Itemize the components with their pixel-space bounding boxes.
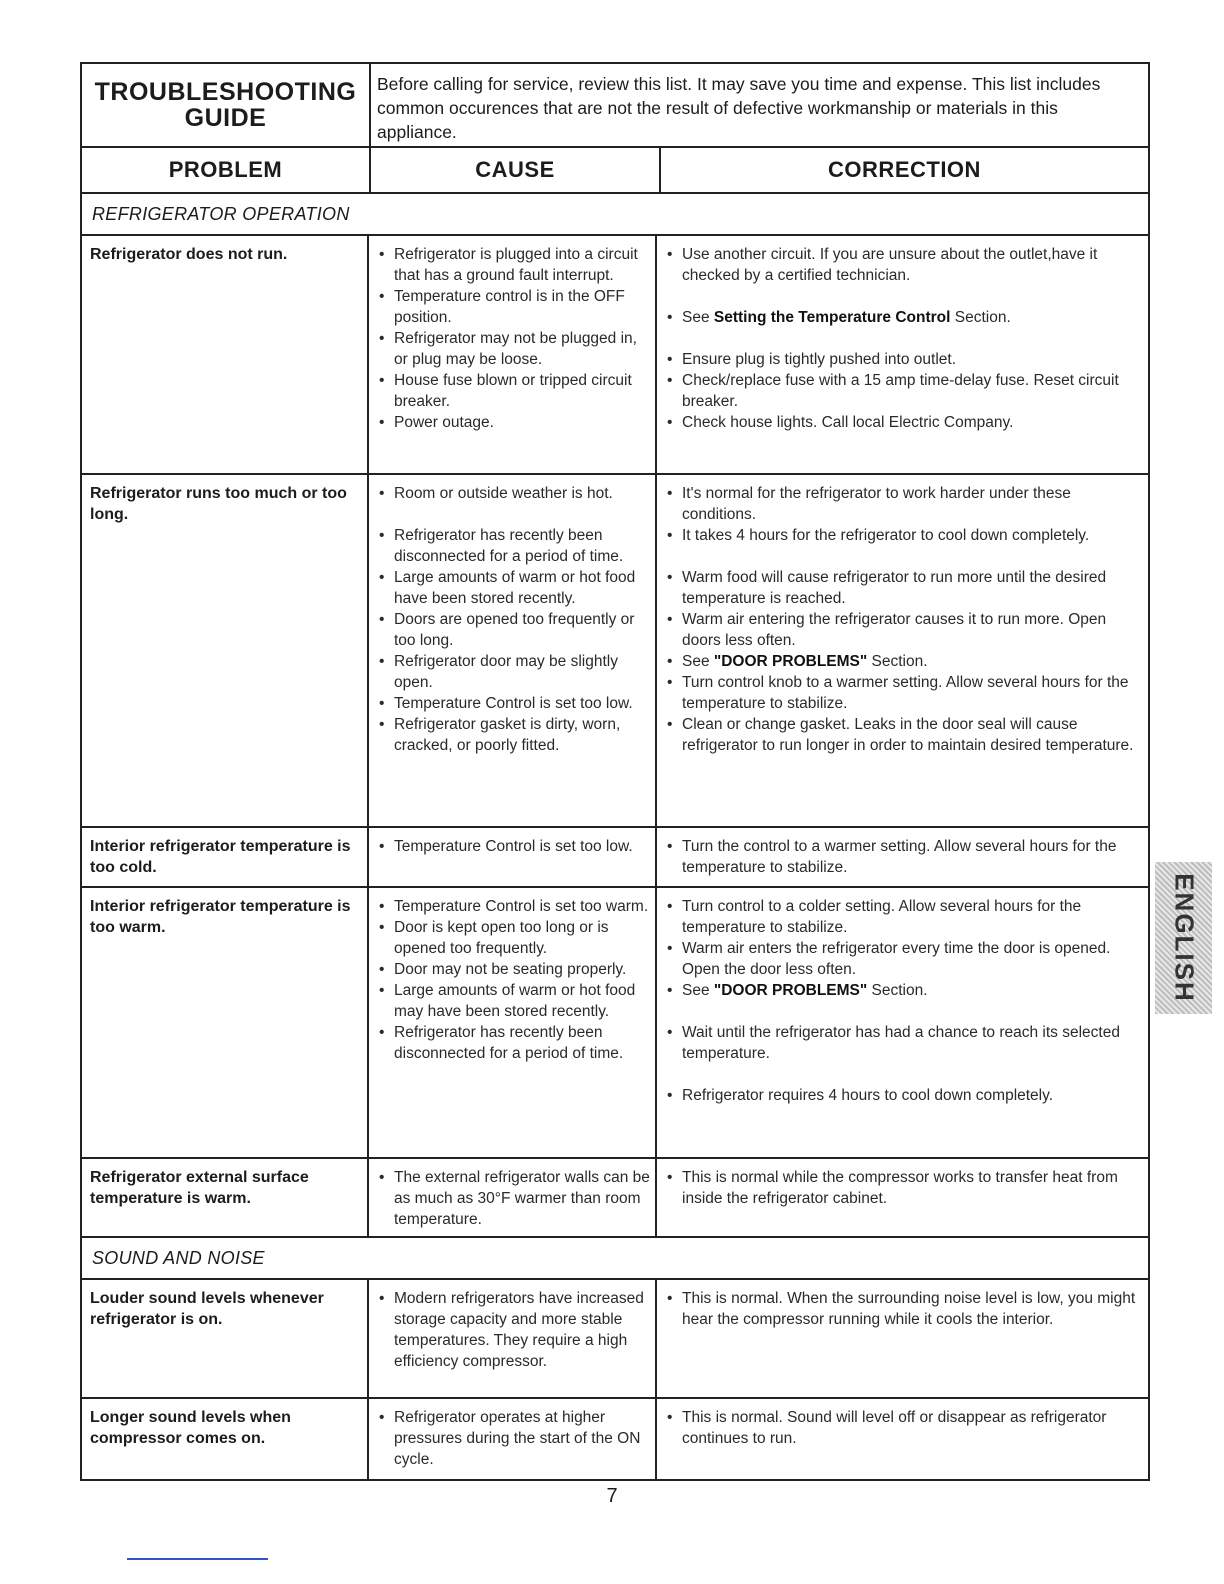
cause-item: • Modern refrigerators have increased storage capacity and more stable temperatures. They require a high efficiency compressor. (377, 1288, 651, 1372)
section-title: SOUND AND NOISE (80, 1238, 1150, 1280)
language-tab-label: ENGLISH (1169, 873, 1199, 1003)
correction-item: • Warm air enters the refrigerator every time the door is opened. Open the door less often. (665, 938, 1142, 980)
column-header-cause: CAUSE (371, 148, 661, 192)
cause-cell (369, 475, 657, 826)
footer-rule (127, 1558, 268, 1560)
problem-cell: Refrigerator runs too much or too long. (82, 475, 369, 826)
correction-item: • It takes 4 hours for the refrigerator to cool down completely. (665, 525, 1142, 546)
cause-cell (369, 828, 657, 886)
correction-cell (657, 1399, 1148, 1479)
problem-cell: Louder sound levels whenever refrigerator is on. (82, 1280, 369, 1397)
guide-title-line2: GUIDE (184, 104, 267, 132)
correction-item: • See Setting the Temperature Control Section. (665, 307, 1142, 328)
problem-cell: Interior refrigerator temperature is too warm. (82, 888, 369, 1157)
cause-cell (369, 888, 657, 1157)
cause-cell (369, 1399, 657, 1479)
cause-item: • Large amounts of warm or hot food may have been stored recently. (377, 980, 651, 1022)
correction-cell (657, 1159, 1148, 1236)
cause-item: • Power outage. (377, 412, 651, 433)
column-headers (80, 148, 1150, 194)
correction-item: • Clean or change gasket. Leaks in the door seal will cause refrigerator to run longer in order to maintain desired temperature. (665, 714, 1142, 756)
cause-item: • Refrigerator has recently been disconnected for a period of time. (377, 525, 651, 567)
correction-item: • Turn control knob to a warmer setting. Allow several hours for the temperature to stabilize. (665, 672, 1142, 714)
correction-item: • Check house lights. Call local Electric Company. (665, 412, 1142, 433)
cause-item: • Room or outside weather is hot. (377, 483, 651, 504)
table-row (80, 828, 1150, 888)
correction-item: • It's normal for the refrigerator to work harder under these conditions. (665, 483, 1142, 525)
table-row (80, 475, 1150, 828)
troubleshooting-guide (80, 62, 1150, 1481)
cause-cell (369, 1159, 657, 1236)
correction-item: • Turn the control to a warmer setting. Allow several hours for the temperature to stabilize. (665, 836, 1142, 878)
correction-item: • Use another circuit. If you are unsure about the outlet,have it checked by a certified technician. (665, 244, 1142, 286)
cause-item: • Refrigerator is plugged into a circuit that has a ground fault interrupt. (377, 244, 651, 286)
cause-item: • The external refrigerator walls can be as much as 30°F warmer than room temperature. (377, 1167, 651, 1230)
cause-item: • Refrigerator gasket is dirty, worn, cracked, or poorly fitted. (377, 714, 651, 756)
table-row (80, 1159, 1150, 1238)
sections (80, 194, 1150, 1481)
cause-item: • Temperature Control is set too low. (377, 836, 651, 857)
problem-cell: Refrigerator does not run. (82, 236, 369, 473)
column-header-problem: PROBLEM (82, 148, 371, 192)
correction-cell (657, 888, 1148, 1157)
language-tab (1155, 862, 1212, 1014)
cause-item: • Temperature Control is set too low. (377, 693, 651, 714)
problem-cell: Interior refrigerator temperature is too cold. (82, 828, 369, 886)
guide-title-line1: TROUBLESHOOTING (94, 78, 357, 106)
correction-cell (657, 1280, 1148, 1397)
correction-item: • Turn control to a colder setting. Allow several hours for the temperature to stabilize. (665, 896, 1142, 938)
guide-header (80, 62, 1150, 148)
cause-item: • House fuse blown or tripped circuit breaker. (377, 370, 651, 412)
table-row (80, 1280, 1150, 1399)
cause-cell (369, 1280, 657, 1397)
column-header-correction: CORRECTION (828, 157, 981, 182)
section-title: REFRIGERATOR OPERATION (80, 194, 1150, 236)
correction-cell (657, 475, 1148, 826)
correction-item: • This is normal while the compressor works to transfer heat from inside the refrigerator cabinet. (665, 1167, 1142, 1209)
guide-title (82, 64, 371, 146)
cause-item: • Doors are opened too frequently or too long. (377, 609, 651, 651)
cause-item: • Refrigerator door may be slightly open. (377, 651, 651, 693)
correction-item: • Warm food will cause refrigerator to run more until the desired temperature is reached. (665, 567, 1142, 609)
cause-item: • Door may not be seating properly. (377, 959, 651, 980)
cause-item: • Large amounts of warm or hot food have been stored recently. (377, 567, 651, 609)
table-row (80, 888, 1150, 1159)
correction-item: • Wait until the refrigerator has had a chance to reach its selected temperature. (665, 1022, 1142, 1064)
table-row (80, 1399, 1150, 1481)
correction-item: • See "DOOR PROBLEMS" Section. (665, 980, 1142, 1001)
correction-item: • Warm air entering the refrigerator causes it to run more. Open doors less often. (665, 609, 1142, 651)
correction-cell (657, 828, 1148, 886)
correction-item: • Refrigerator requires 4 hours to cool down completely. (665, 1085, 1142, 1106)
correction-item: • This is normal. Sound will level off or disappear as refrigerator continues to run. (665, 1407, 1142, 1449)
cause-item: • Refrigerator may not be plugged in, or plug may be loose. (377, 328, 651, 370)
correction-cell (657, 236, 1148, 473)
cause-item: • Temperature control is in the OFF position. (377, 286, 651, 328)
page-number: 7 (606, 1485, 618, 1507)
correction-item: • Ensure plug is tightly pushed into outlet. (665, 349, 1142, 370)
problem-cell: Refrigerator external surface temperature is warm. (82, 1159, 369, 1236)
guide-intro: Before calling for service, review this list. It may save you time and expense. This list includes common occurences that are not the result of defective workmanship or materials in this appliance. (377, 74, 1101, 142)
correction-item: • Check/replace fuse with a 15 amp time-delay fuse. Reset circuit breaker. (665, 370, 1142, 412)
correction-item: • This is normal. When the surrounding noise level is low, you might hear the compressor running while it cools the interior. (665, 1288, 1142, 1330)
correction-item: • See "DOOR PROBLEMS" Section. (665, 651, 1142, 672)
problem-cell: Longer sound levels when compressor comes on. (82, 1399, 369, 1479)
table-row (80, 236, 1150, 475)
cause-cell (369, 236, 657, 473)
cause-item: • Refrigerator has recently been disconnected for a period of time. (377, 1022, 651, 1064)
cause-item: • Temperature Control is set too warm. (377, 896, 651, 917)
cause-item: • Door is kept open too long or is opened too frequently. (377, 917, 651, 959)
cause-item: • Refrigerator operates at higher pressures during the start of the ON cycle. (377, 1407, 651, 1470)
